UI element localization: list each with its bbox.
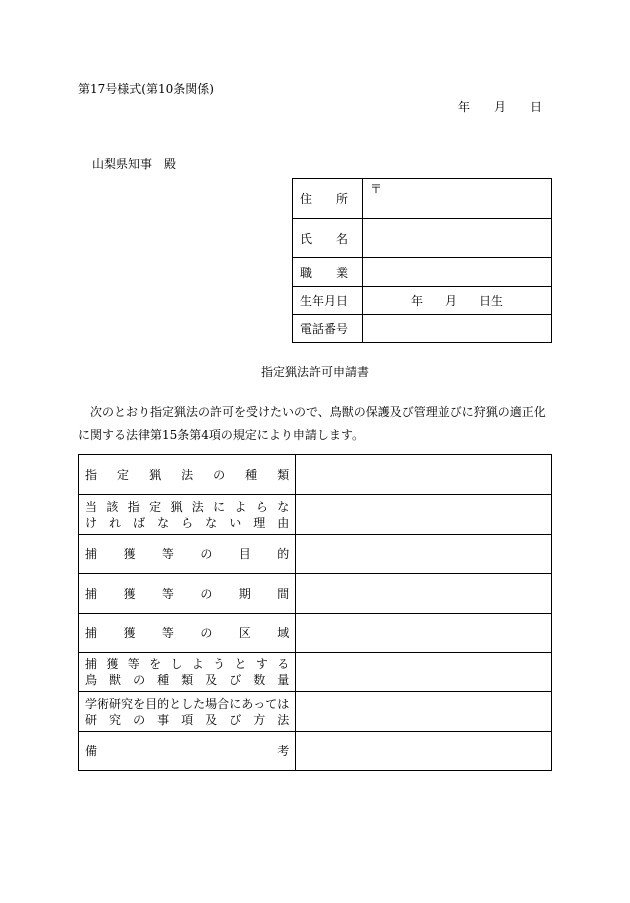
matters-row — [79, 614, 552, 653]
matters-item-label — [79, 614, 296, 653]
form-number: 第17号様式(第10条関係) — [78, 82, 214, 96]
phone-label: 電話番号 — [293, 315, 363, 343]
address-label-cell — [293, 179, 363, 219]
matters-item-line: 鳥 獣 の 種 類 及 び 数 量 — [85, 673, 290, 687]
date-line — [458, 98, 542, 115]
occupation-field[interactable] — [363, 258, 552, 287]
date-year-label: 年 — [458, 100, 471, 114]
matters-row — [79, 495, 552, 535]
applicant-table — [292, 178, 552, 343]
phone-field[interactable] — [363, 315, 552, 343]
matters-item-value[interactable] — [296, 455, 552, 495]
birthdate-label: 生年月日 — [293, 287, 363, 315]
matters-item-value[interactable] — [296, 692, 552, 732]
matters-item-line: 学 術 研 究 を 目 的 と し た 場 合 に あ っ て は — [85, 696, 290, 711]
matters-item-value[interactable] — [296, 653, 552, 692]
birthdate-field[interactable] — [363, 287, 552, 315]
matters-item-label — [79, 653, 296, 692]
matters-row — [79, 653, 552, 692]
matters-item-value[interactable] — [296, 535, 552, 574]
matters-item-label — [79, 535, 296, 574]
date-day-label: 日 — [530, 100, 543, 114]
name-field[interactable] — [363, 219, 552, 258]
matters-item-line: 捕 獲 等 の 期 間 — [85, 586, 290, 601]
matters-item-label — [79, 455, 296, 495]
body-text: 次のとおり指定猟法の許可を受けたいので、鳥獣の保護及び管理並びに狩猟の適正化に関する法律第15条第4項の規定により申請します。 — [78, 405, 546, 442]
matters-item-line: 当 該 指 定 猟 法 に よ ら な — [85, 499, 290, 514]
phone-row — [293, 315, 552, 343]
name-label: 氏 名 — [300, 231, 348, 246]
date-month-label: 月 — [494, 100, 507, 114]
matters-item-value[interactable] — [296, 614, 552, 653]
birth-day-label: 日生 — [479, 294, 504, 308]
matters-row — [79, 574, 552, 614]
matters-item-line: 指 定 猟 法 の 種 類 — [85, 467, 290, 482]
matters-item-value[interactable] — [296, 495, 552, 535]
matters-item-line: 研 究 の 事 項 及 び 方 法 — [85, 712, 290, 727]
matters-item-line: 捕 獲 等 の 目 的 — [85, 547, 290, 561]
name-label-cell — [293, 219, 363, 258]
matters-row — [79, 455, 552, 495]
addressee: 山梨県知事 殿 — [92, 157, 177, 171]
matters-item-label — [79, 495, 296, 535]
matters-row — [79, 732, 552, 771]
address-row — [293, 179, 552, 219]
matters-table — [78, 454, 552, 771]
matters-item-line: 捕 獲 等 の 区 域 — [85, 626, 290, 640]
matters-item-label — [79, 732, 296, 771]
matters-row — [79, 692, 552, 732]
birth-year-label: 年 — [410, 294, 423, 308]
occupation-row — [293, 258, 552, 287]
matters-item-value[interactable] — [296, 574, 552, 614]
postal-mark: 〒 — [370, 182, 383, 196]
matters-row — [79, 535, 552, 574]
birthdate-row — [293, 287, 552, 315]
address-label: 住 所 — [300, 192, 348, 206]
occupation-label: 職 業 — [300, 265, 348, 280]
document-title: 指定猟法許可申請書 — [260, 365, 369, 379]
matters-item-line: 備 考 — [85, 744, 290, 758]
matters-item-value[interactable] — [296, 732, 552, 771]
occupation-label-cell — [293, 258, 363, 287]
matters-item-label — [79, 692, 296, 732]
birth-month-label: 月 — [444, 294, 457, 308]
address-field[interactable] — [363, 179, 552, 219]
matters-item-label — [79, 574, 296, 614]
name-row — [293, 219, 552, 258]
matters-item-line: 捕 獲 等 を し よ う と す る — [85, 657, 290, 671]
matters-item-line: け れ ば な ら な い 理 由 — [85, 515, 290, 530]
